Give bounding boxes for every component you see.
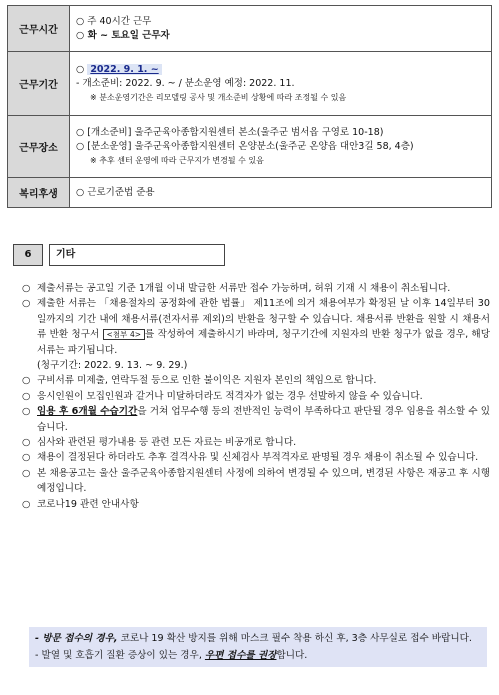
place-note: ※ 추후 센터 운영에 따라 근무지가 변경될 수 있음 <box>90 155 264 165</box>
list-item: ○ 제출한 서류는 「채용절차의 공정화에 관한 법률」 제11조에 의거 채용여부가 확정된 날 이후 14일부터 30일까지의 기간 내에 채용서류(전자서류 제외)의 반환을 청구할 수 있습니다. 채용서류 반환을 원할 시 채용서류 반환 청구서 <첨부 4> 를 작성하여 제출하시기 바라며, 청구기간에 지원자의 반환 청구가 없을 경우, 해당 서류는 파기됩니다. (청구기간: 2022. 9. 13. ~ 9. 29.) <box>22 298 490 372</box>
list-item: ○ 임용 후 6개월 수습기간을 거쳐 업무수행 등의 전반적인 능력이 부족하다고 판단될 경우 임용을 취소할 수 있습니다. <box>22 406 490 433</box>
list-item: ○ 본 채용공고는 울산 울주군육아종합지원센터 사정에 의하여 변경될 수 있으며, 변경된 사항은 재공고 후 시행 예정입니다. <box>22 467 490 495</box>
attachment-tag: <첨부 4> <box>103 329 145 340</box>
period-start-date: 2022. 9. 1. ~ <box>87 64 161 75</box>
header-work-place: 근무장소 <box>8 116 70 178</box>
section-number: 6 <box>13 244 43 266</box>
section-header <box>13 244 225 266</box>
row-work-place <box>8 116 492 178</box>
row-work-hours <box>8 6 492 52</box>
header-benefits: 복리후생 <box>8 178 70 208</box>
header-work-hours: 근무시간 <box>8 6 70 52</box>
list-item: ○ 응시인원이 모집인원과 같거나 미달하더라도 적격자가 없는 경우 선발하지 않을 수 있습니다. <box>22 390 423 402</box>
row-benefits <box>8 178 492 208</box>
benefits-line: ○ 근로기준법 준용 <box>76 186 155 198</box>
list-item: ○ 채용이 결정된다 하더라도 추후 결격사유 및 신체검사 부적격자로 판명될 경우 채용이 취소될 수 있습니다. <box>22 452 479 464</box>
covid-notice-box: - 방문 접수의 경우, 코로나 19 확산 방지를 위해 마스크 필수 착용 하신 후, 3층 사무실로 접수 바랍니다. - 발열 및 호흡기 질환 증상이 있는 경우, 우편 접수를 권장합니다. <box>29 627 487 667</box>
claim-period: (청구기간: 2022. 9. 13. ~ 9. 29.) <box>37 360 188 372</box>
work-hours-line-2: ○ 화 ~ 토요일 근무자 <box>76 29 170 41</box>
place-line-2: ○ [분소운영] 울주군육아종합지원센터 온양분소(울주군 온양읍 대안3길 58, 4층) <box>76 140 414 152</box>
list-item: ○ 심사와 관련된 평가내용 등 관련 모든 자료는 비공개로 합니다. <box>22 437 297 449</box>
probation-emphasis: 임용 후 6개월 수습기간 <box>37 406 138 418</box>
list-item: ○ 제출서류는 공고일 기준 1개월 이내 발급한 서류만 접수 가능하며, 허위 기재 시 채용이 취소됩니다. <box>22 283 451 294</box>
place-line-1: ○ [개소준비] 울주군육아종합지원센터 본소(울주군 범서읍 구영로 10-18) <box>76 126 384 138</box>
notes-list <box>22 281 490 512</box>
period-line-2: - 개소준비: 2022. 9. ~ / 분소운영 예정: 2022. 11. <box>76 77 295 89</box>
list-item: ○ 구비서류 미제출, 연락두절 등으로 인한 불이익은 지원자 본인의 책임으로 합니다. <box>22 375 377 387</box>
visit-emphasis: - 방문 접수의 경우, <box>35 633 118 644</box>
info-table <box>7 5 492 208</box>
list-item: ○ 코로나19 관련 안내사항 <box>22 498 139 510</box>
period-note: ※ 분소운영기간은 리모델링 공사 및 개소준비 상황에 따라 조정될 수 있음 <box>90 92 347 102</box>
header-work-period: 근무기간 <box>8 52 70 116</box>
work-hours-line-1: ○ 주 40시간 근무 <box>76 15 152 27</box>
section-title: 기타 <box>49 244 225 266</box>
mail-emphasis: 우편 접수를 권장 <box>204 650 277 661</box>
period-mark: ○ <box>76 63 88 75</box>
row-work-period <box>8 52 492 116</box>
